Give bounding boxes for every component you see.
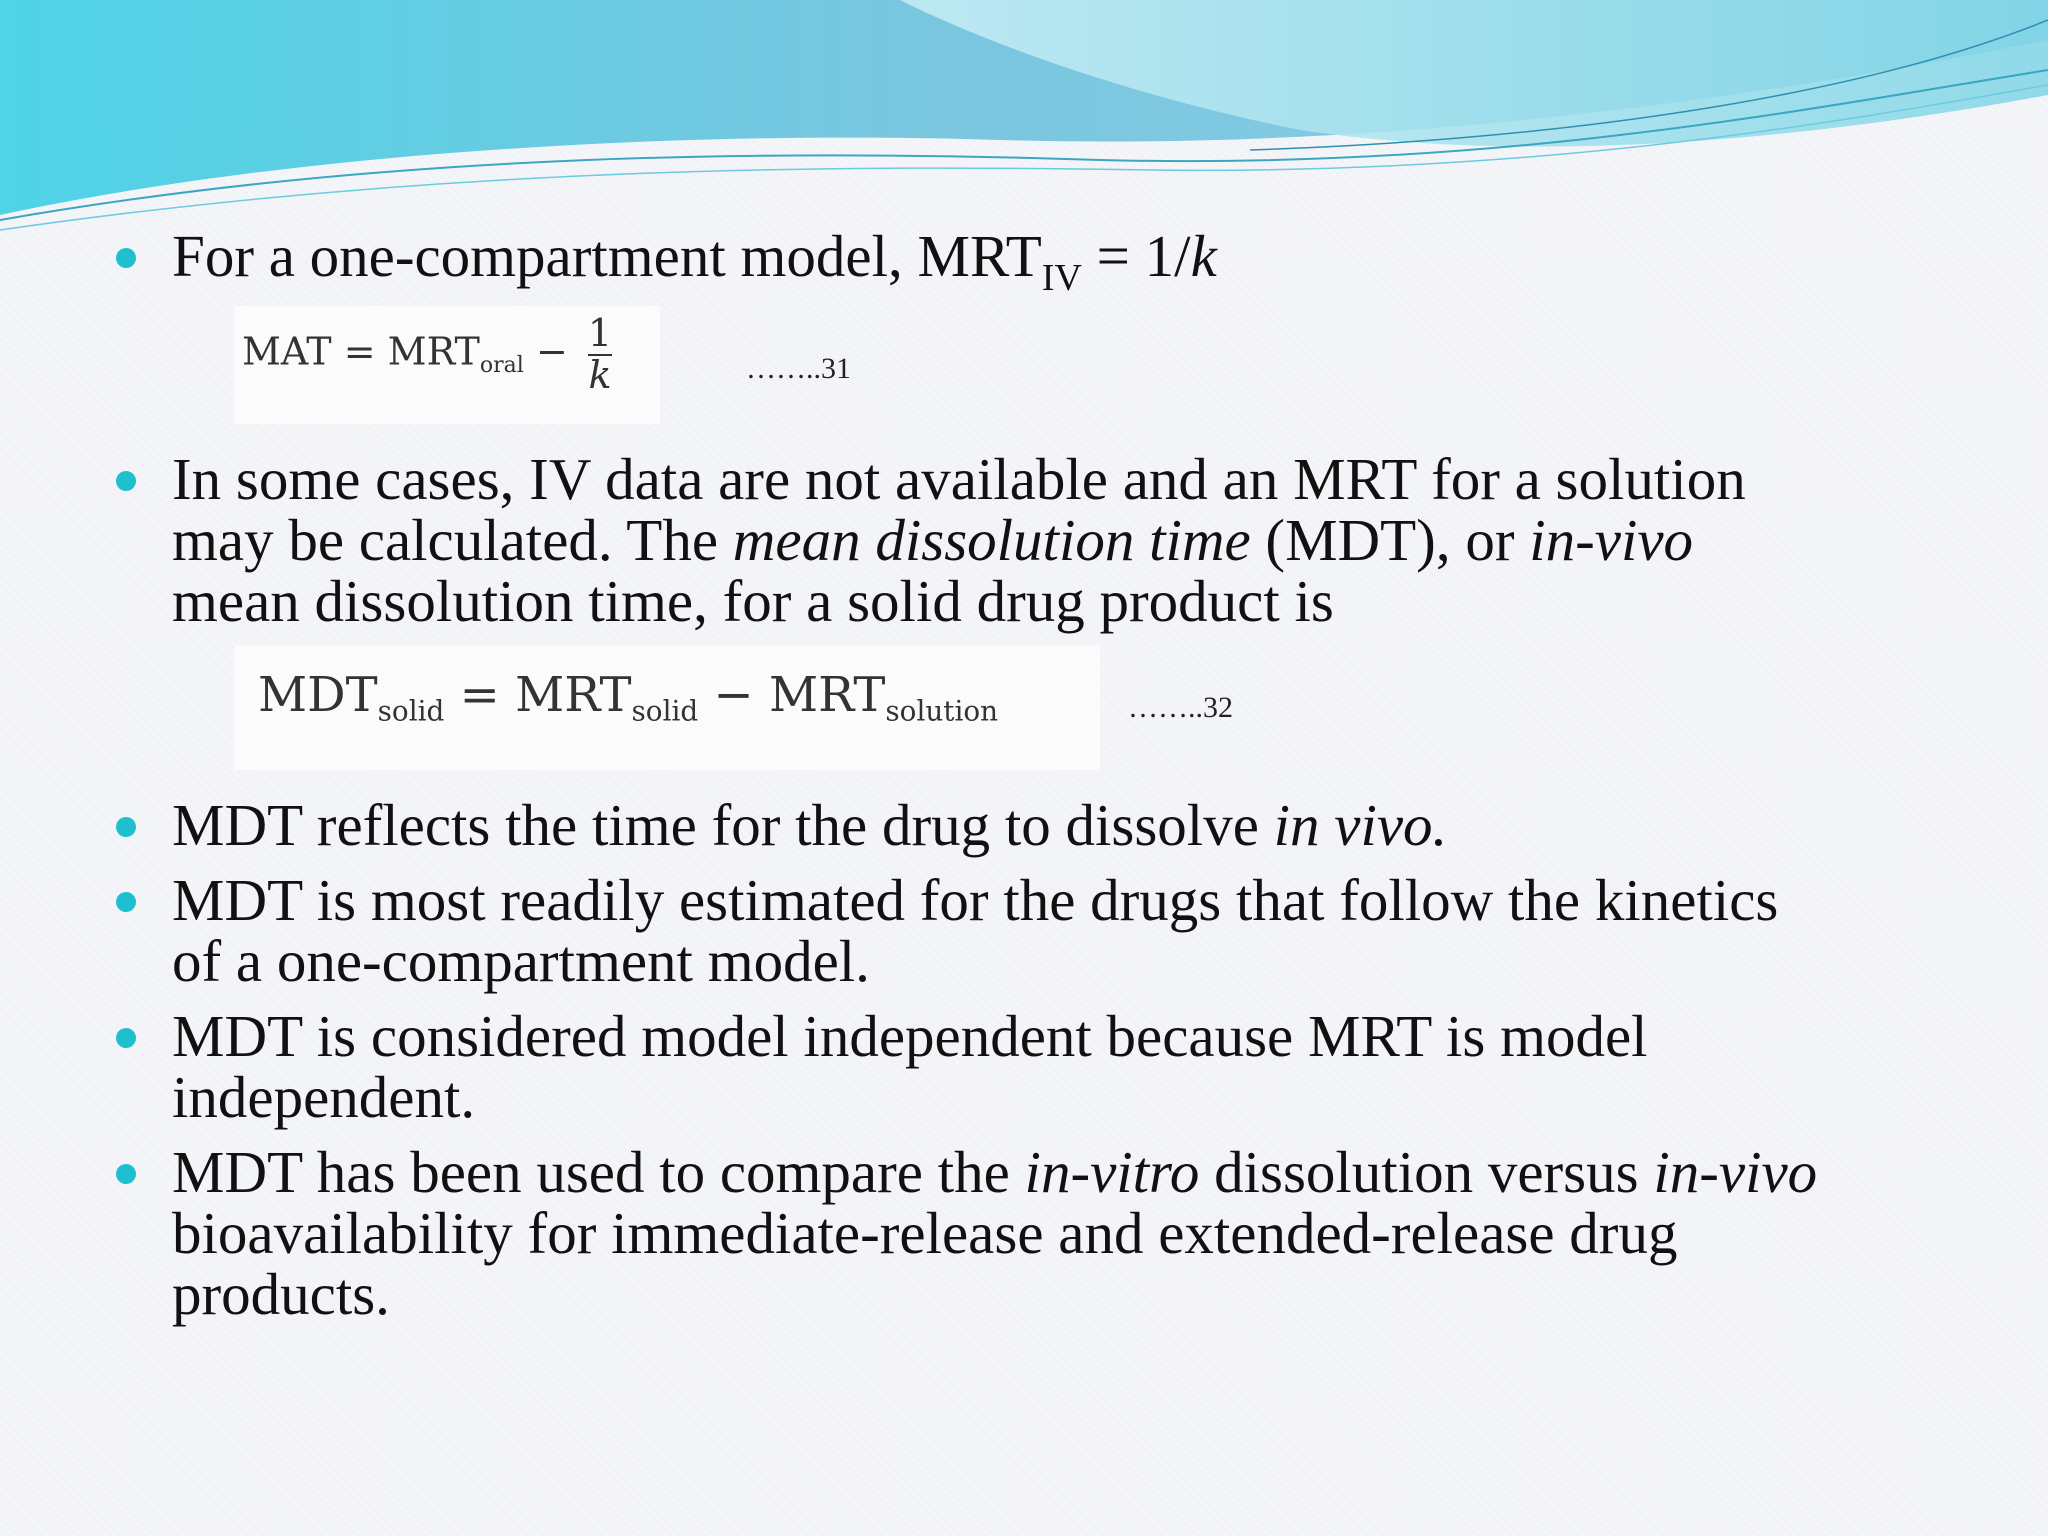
bullet-5-text: MDT is considered model independent because MRT is model independent. [172, 1003, 1648, 1130]
bullet-5 [110, 1003, 1970, 1130]
bullet-2 [110, 446, 1970, 634]
bullet-dot-icon [116, 1164, 136, 1184]
equation-31-number: ……..31 [746, 352, 851, 385]
equation-32-image: $MDT_{solid} = MRT_{solid} - MRT_{solution}$ [234, 645, 1100, 770]
bullet-dot-icon [116, 248, 136, 268]
bullet-6 [110, 1139, 1970, 1327]
bullet-dot-icon [116, 892, 136, 912]
bullet-3-text: MDT reflects the time for the drug to dissolve in vivo. [172, 792, 1448, 858]
bullet-2-text: In some cases, IV data are not available and an MRT for a solution may be calculated. The mean dissolution time (MDT), or in-vivo mean dissolution time, for a solid drug product is [172, 446, 1746, 634]
bullet-3 [110, 792, 1970, 858]
fraction-1-over-k: $\frac{1}{k}$ [587, 311, 613, 397]
equation-32-number: ……..32 [1128, 691, 1233, 724]
bullet-dot-icon [116, 817, 136, 837]
bullet-dot-icon [116, 1028, 136, 1048]
bullet-6-text: MDT has been used to compare the in-vitro dissolution versus in-vivo bioavailability for immediate-release and extended-release drug products. [172, 1139, 1818, 1327]
bullet-1 [110, 223, 1970, 299]
bullet-4 [110, 867, 1970, 994]
bullet-4-text: MDT is most readily estimated for the drugs that follow the kinetics of a one-compartment model. [172, 867, 1779, 994]
bullet-dot-icon [116, 471, 136, 491]
bullet-1-text: For a one-compartment model, $MRT_{IV} = 1/k$ [172, 223, 1217, 299]
header-wave-decoration [0, 0, 2048, 240]
equation-31-image: MAT = $MRT_{oral}$ − $\frac{1}{k}$ [234, 306, 660, 424]
